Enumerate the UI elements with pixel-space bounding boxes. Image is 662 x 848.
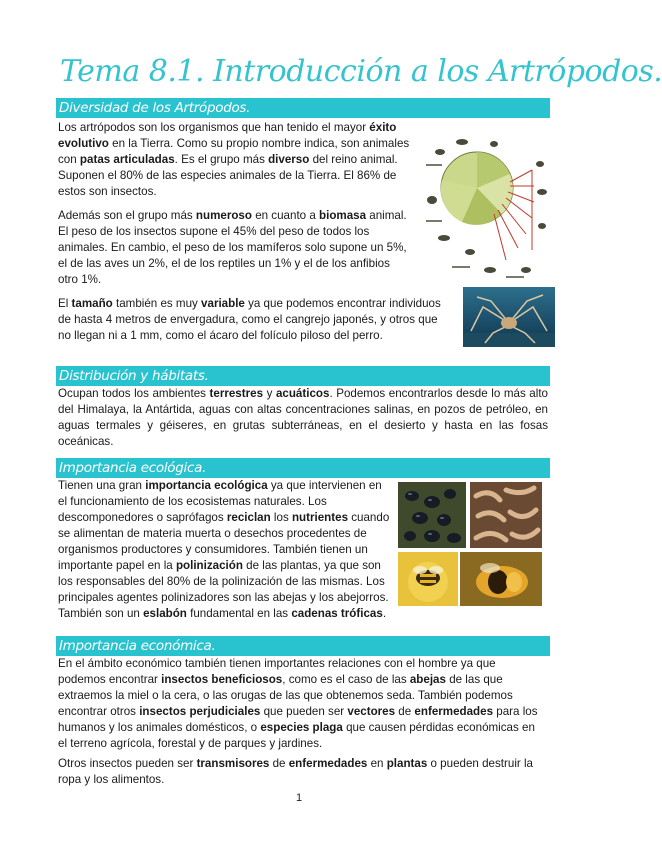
bold-term: terrestres bbox=[209, 387, 264, 400]
paragraph-diversidad-3 bbox=[58, 296, 453, 344]
section-heading-ecologica bbox=[56, 458, 550, 478]
text-run: que causen pérdidas económicas en el terreno agrícola, forestal y de parques y jardines. bbox=[58, 721, 535, 750]
text-run: animal. El peso de los insectos supone el 45% del peso de todos los animales. En cambio, el peso de los mamíferos solo supone un 5%, el de las aves un 2%, el de los reptiles un 1% y el de los anfibios otro 1%. bbox=[58, 209, 407, 286]
text-run: en la Tierra. Como su propio nombre indica, son animales con bbox=[58, 137, 410, 166]
text-run: fundamental en las bbox=[186, 607, 292, 620]
text-run: de las que extraemos la miel o la cera, o las orugas de las que obtenemos seda. También podemos encontrar otros bbox=[58, 673, 513, 718]
spider-crab-photo bbox=[463, 287, 555, 347]
bold-term: biomasa bbox=[319, 209, 367, 222]
section-heading-diversidad bbox=[56, 98, 550, 118]
text-run: para los humanos y los animales domésticos, o bbox=[58, 705, 538, 734]
bold-term: éxito evolutivo bbox=[58, 121, 397, 150]
text-run: los bbox=[270, 511, 292, 524]
text-run: Además son el grupo más bbox=[58, 209, 196, 222]
text-run: El bbox=[58, 297, 72, 310]
text-run: ya que intervienen en el funcionamiento de los ecosistemas naturales. Los descomponedores o saprófagos bbox=[58, 479, 382, 524]
page-title: Tema 8.1. Introducción a los Artrópodos. bbox=[60, 54, 662, 89]
paragraph-ecologica-1 bbox=[58, 478, 390, 606]
paragraph-distribucion-1 bbox=[58, 386, 548, 450]
bold-term: tamaño bbox=[71, 297, 113, 310]
bold-term: numeroso bbox=[195, 209, 252, 222]
paragraph-economica-2 bbox=[58, 756, 546, 788]
bold-term: reciclan bbox=[226, 511, 271, 524]
text-run: Ocupan todos los ambientes bbox=[58, 387, 210, 400]
text-run: Otros insectos pueden ser bbox=[58, 757, 197, 770]
bold-term: especies plaga bbox=[260, 721, 343, 734]
paragraph-diversidad-2 bbox=[58, 208, 410, 288]
text-run: también es muy bbox=[112, 297, 202, 310]
section-heading-economica bbox=[56, 636, 550, 656]
heading-text: Importancia económica. bbox=[59, 638, 216, 654]
bold-term: nutrientes bbox=[291, 511, 349, 524]
text-run: de bbox=[395, 705, 415, 718]
text-run: cuando se alimentan de materia muerta o desechos procedentes de organismos productores y consumidores. También tienen un importante papel en la bbox=[58, 511, 390, 572]
text-run: ya que podemos encontrar individuos de hasta 4 metros de envergadura, como el cangrejo japonés, y otros que no llegan ni a 1 mm, como el ácaro del folículo piloso del perro. bbox=[58, 297, 441, 342]
paragraph-diversidad-1 bbox=[58, 120, 410, 200]
paragraph-ecologica-2 bbox=[58, 606, 478, 622]
text-run: Los artrópodos son los organismos que han tenido el mayor bbox=[58, 121, 370, 134]
bold-term: importancia ecológica bbox=[145, 479, 268, 492]
bold-term: eslabón bbox=[143, 607, 187, 620]
text-run: En el ámbito económico también tienen importantes relaciones con el hombre ya que podemos encontrar bbox=[58, 657, 496, 686]
bold-term: enfermedades bbox=[414, 705, 494, 718]
bold-term: cadenas tróficas bbox=[291, 607, 383, 620]
page-number: 1 bbox=[296, 792, 303, 804]
heading-text: Importancia ecológica. bbox=[59, 460, 207, 476]
bold-term: abejas bbox=[409, 673, 446, 686]
bold-term: patas articuladas bbox=[79, 153, 175, 166]
bold-term: acuáticos bbox=[275, 387, 330, 400]
text-run: . bbox=[382, 607, 387, 620]
beetles-photo bbox=[398, 482, 466, 548]
text-run: o pueden destruir la ropa y los alimentos. bbox=[58, 757, 533, 786]
text-run: del reino animal. Suponen el 80% de las especies animales de la Tierra. El 86% de estos son insectos. bbox=[58, 153, 398, 198]
text-run: y bbox=[263, 387, 276, 400]
heading-text: Distribución y hábitats. bbox=[59, 368, 209, 384]
text-run: que pueden ser bbox=[260, 705, 348, 718]
text-run: en bbox=[367, 757, 387, 770]
text-run: en cuanto a bbox=[251, 209, 320, 222]
section-heading-distribucion bbox=[56, 366, 550, 386]
bee-photo bbox=[398, 552, 458, 606]
text-run: de bbox=[269, 757, 289, 770]
paragraph-economica-1 bbox=[58, 656, 546, 752]
bold-term: insectos perjudiciales bbox=[139, 705, 261, 718]
text-run: También son un bbox=[58, 607, 144, 620]
text-run: de las plantas, ya que son los responsables del 80% de la polinización de las mismas. Los principales agentes polinizadores son las abejas y los abejorros. bbox=[58, 559, 389, 604]
heading-text: Diversidad de los Artrópodos. bbox=[59, 100, 251, 116]
bold-term: plantas bbox=[386, 757, 428, 770]
larvae-photo bbox=[470, 482, 542, 548]
bold-term: insectos beneficiosos bbox=[161, 673, 283, 686]
text-run: . Es el grupo más bbox=[174, 153, 269, 166]
bold-term: transmisores bbox=[196, 757, 270, 770]
arthropod-diversity-illustration bbox=[422, 130, 552, 282]
bold-term: vectores bbox=[347, 705, 396, 718]
bumblebee-photo bbox=[460, 552, 542, 606]
text-run: Tienen una gran bbox=[58, 479, 146, 492]
text-run: . Podemos encontrarlos desde lo más alto del Himalaya, la Antártida, aguas con altas concentraciones salinas, en pozos de petróleo, en aguas termales y géiseres, en grutas subterráneas, en el desierto y hasta en las fosas oceánicas. bbox=[58, 387, 548, 448]
bold-term: enfermedades bbox=[288, 757, 368, 770]
bold-term: polinización bbox=[175, 559, 243, 572]
bold-term: variable bbox=[201, 297, 245, 310]
bold-term: diverso bbox=[268, 153, 310, 166]
text-run: , como es el caso de las bbox=[282, 673, 410, 686]
